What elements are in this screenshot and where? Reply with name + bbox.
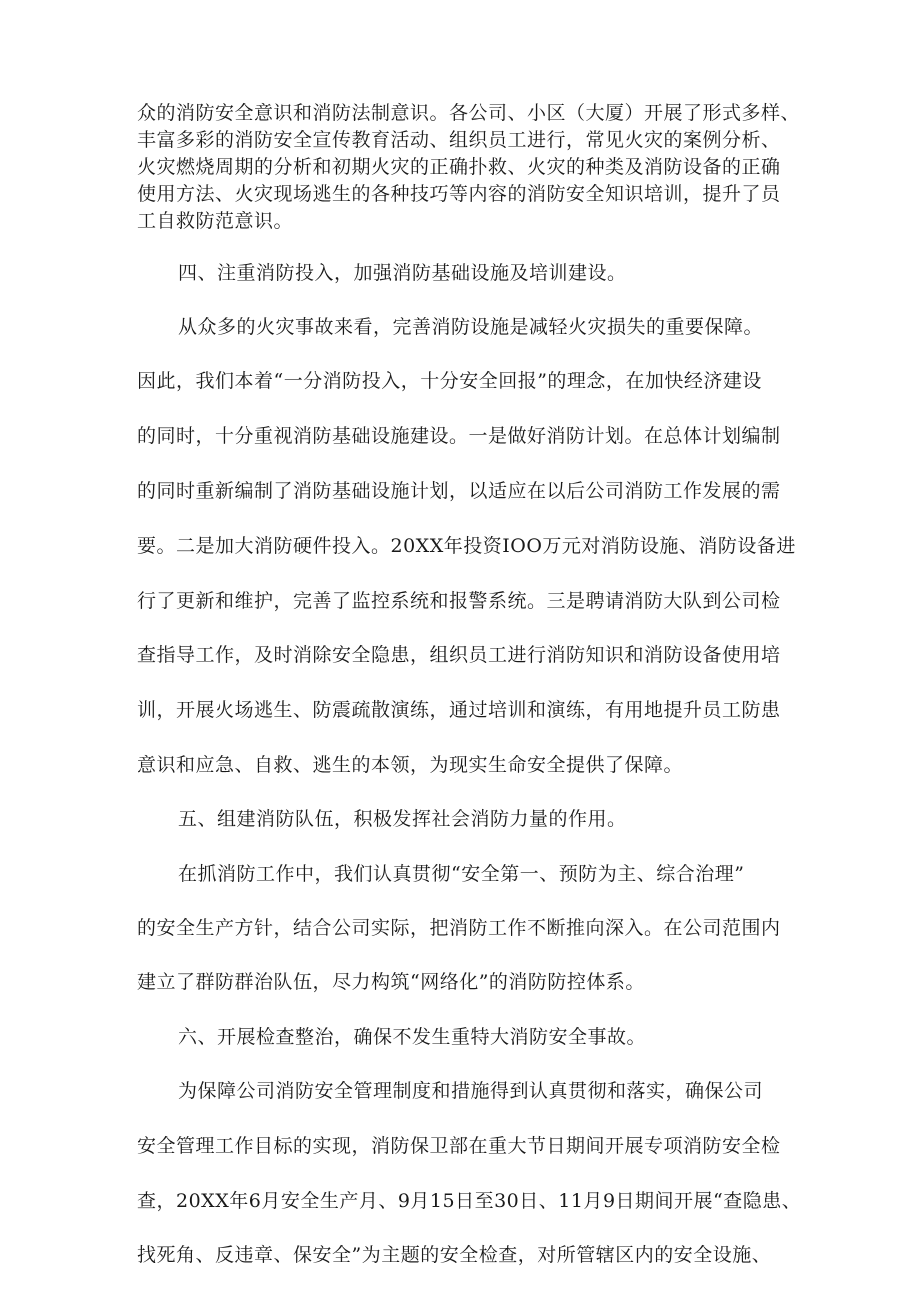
text-line: 的同时，十分重视消防基础设施建设。一是做好消防计划。在总体计划编制 [137, 425, 781, 447]
text-line: 在抓消防工作中，我们认真贯彻“安全第一、预防为主、综合治理” [178, 863, 745, 885]
text-line: 为保障公司消防安全管理制度和措施得到认真贯彻和落实，确保公司 [178, 1080, 764, 1102]
text-line: 建立了群防群治队伍，尽力构筑“网络化”的消防防控体系。 [137, 971, 645, 993]
text-line: 火灾燃烧周期的分析和初期火灾的正确扑救、火灾的种类及消防设备的正确 [137, 156, 781, 178]
text-line: 意识和应急、自救、逃生的本领，为现实生命安全提供了保障。 [137, 754, 684, 776]
text-line: 的安全生产方针，结合公司实际，把消防工作不断推向深入。在公司范围内 [137, 917, 781, 939]
section-heading-5: 五、组建消防队伍，积极发挥社会消防力量的作用。 [178, 808, 627, 830]
text-line: 的同时重新编制了消防基础设施计划，以适应在以后公司消防工作发展的需 [137, 480, 781, 502]
text-line: 安全管理工作目标的实现，消防保卫部在重大节日期间开展专项消防安全检 [137, 1135, 781, 1157]
text-line: 因此，我们本着“一分消防投入，十分安全回报”的理念，在加快经济建设 [137, 370, 762, 392]
text-line: 使用方法、火灾现场逃生的各种技巧等内容的消防安全知识培训，提升了员 [137, 183, 781, 205]
text-line: 众的消防安全意识和消防法制意识。各公司、小区（大厦）开展了形式多样、 [137, 102, 801, 124]
text-line: 训，开展火场逃生、防震疏散演练，通过培训和演练，有用地提升员工防患 [137, 699, 781, 721]
section-heading-4: 四、注重消防投入，加强消防基础设施及培训建设。 [178, 262, 627, 284]
text-line: 丰富多彩的消防安全宣传教育活动、组织员工进行，常见火灾的案例分析、 [137, 129, 781, 151]
text-line: 查指导工作，及时消除安全隐患，组织员工进行消防知识和消防设备使用培 [137, 644, 781, 666]
section-heading-6: 六、开展检查整治，确保不发生重特大消防安全事故。 [178, 1026, 647, 1048]
text-line: 工自救防范意识。 [137, 210, 294, 232]
text-line: 找死角、反违章、保安全”为主题的安全检查，对所管辖区内的安全设施、 [137, 1244, 772, 1266]
text-line: 行了更新和维护，完善了监控系统和报警系统。三是聘请消防大队到公司检 [137, 590, 781, 612]
text-line: 要。二是加大消防硬件投入。20XX年投资IOO万元对消防设施、消防设备进 [137, 535, 796, 557]
text-line: 从众多的火灾事故来看，完善消防设施是减轻火灾损失的重要保障。 [178, 316, 764, 338]
text-line: 查，20XX年6月安全生产月、9月15日至30日、11月9日期间开展“查隐患、 [137, 1190, 802, 1212]
